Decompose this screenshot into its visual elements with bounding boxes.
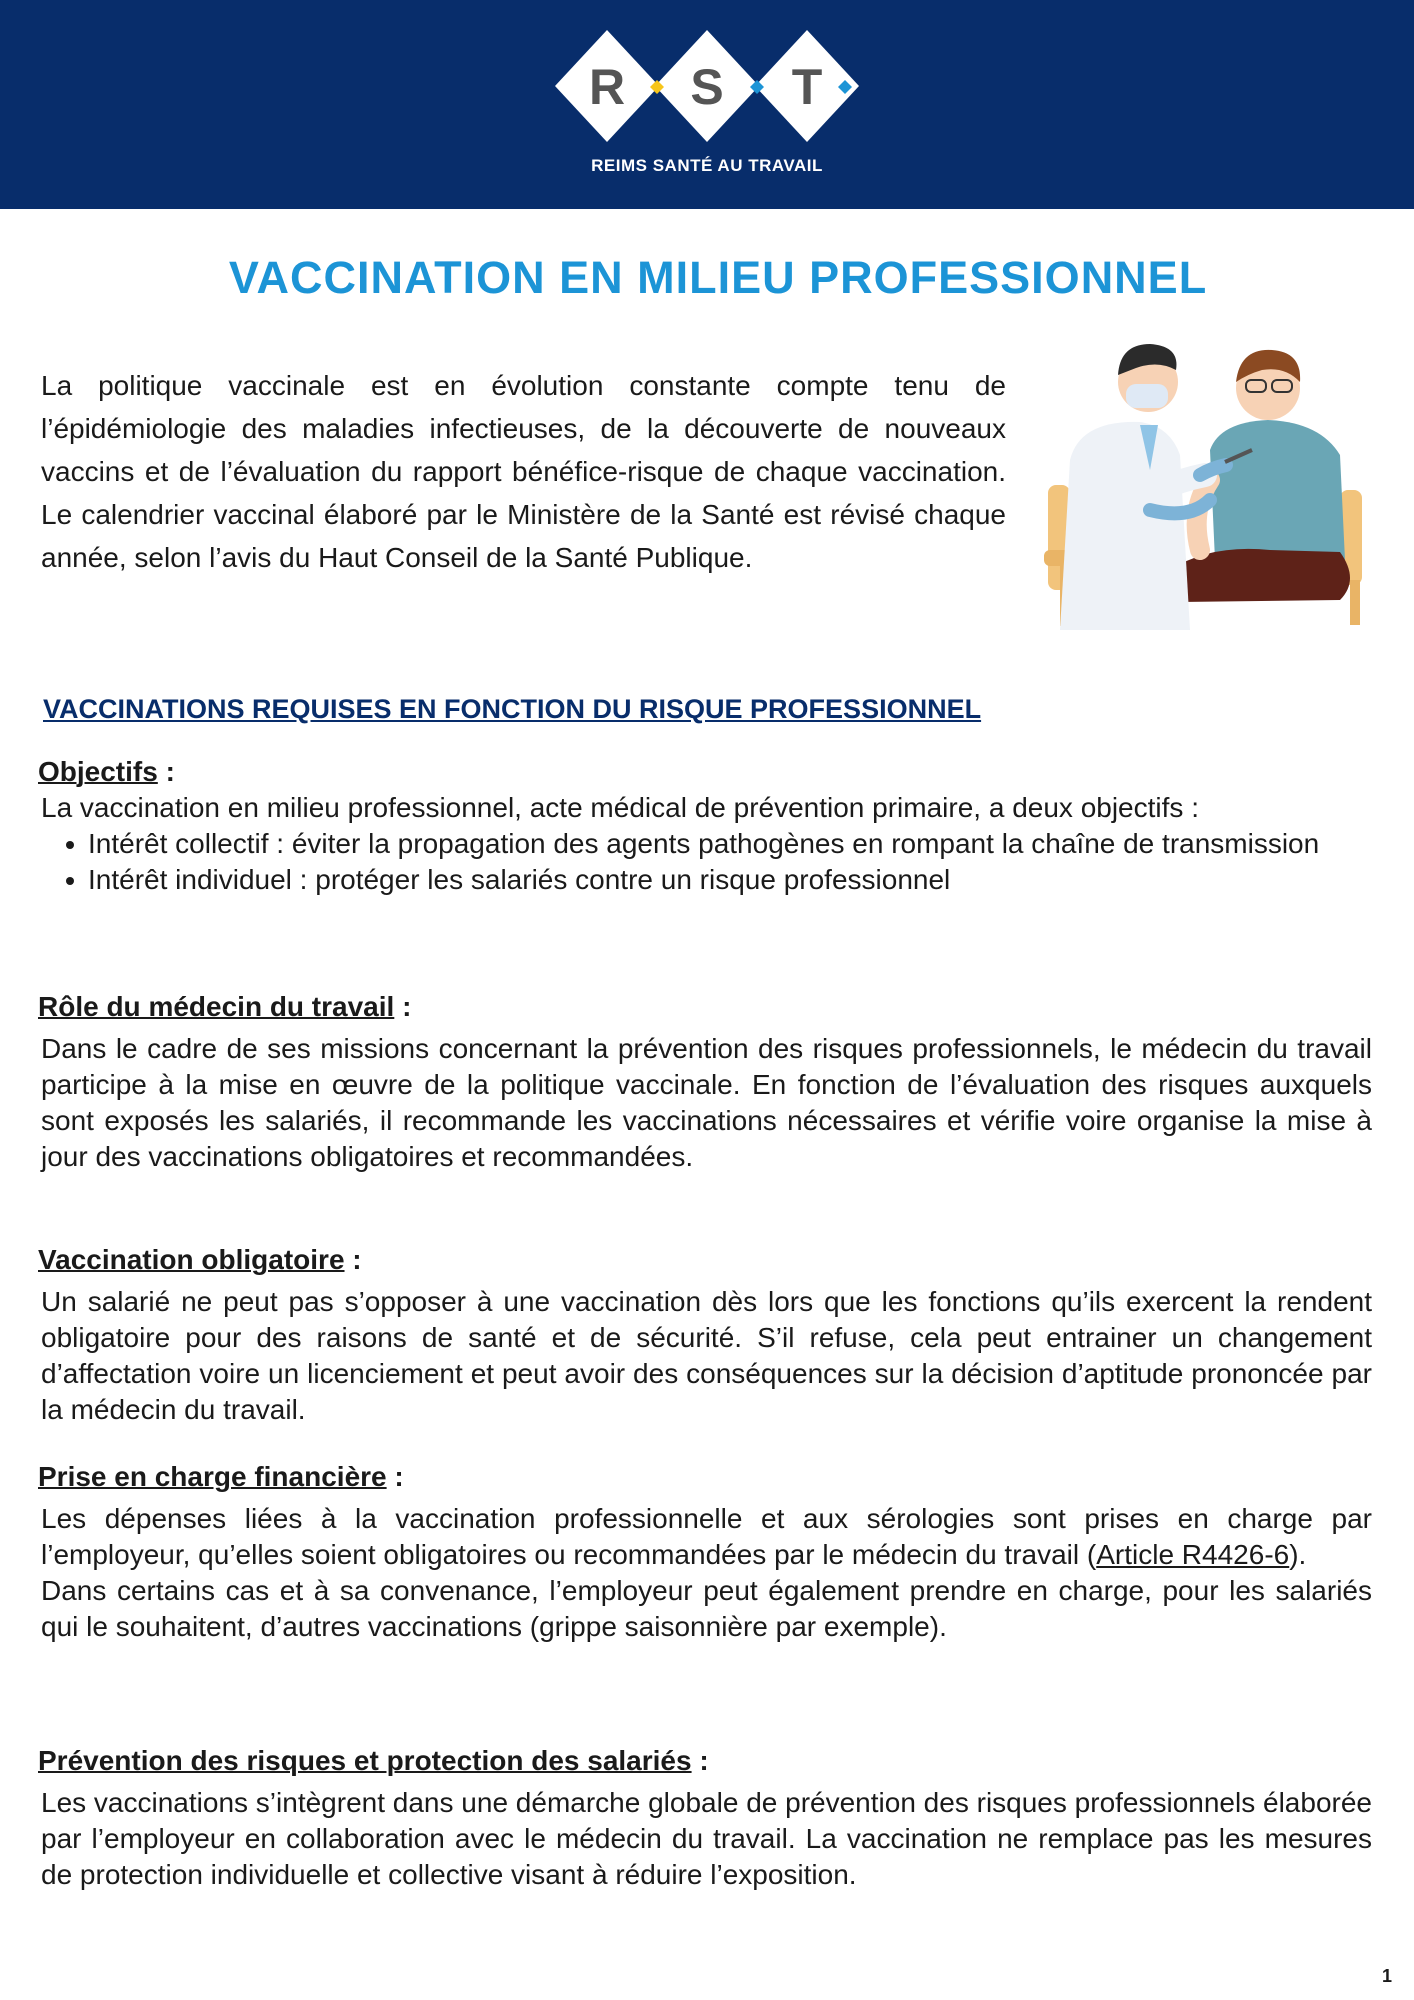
objectifs-title: Objectifs : [38,756,175,787]
logo-letter-t: T [791,59,823,115]
objectifs-text: La vaccination en milieu professionnel, acte médical de prévention primaire, a deux objectifs : [41,792,1199,823]
vaccination-illustration [1040,330,1380,630]
role-title: Rôle du médecin du travail : [38,991,412,1022]
financiere-title: Prise en charge financière : [38,1461,404,1492]
logo-letter-s: S [690,59,724,115]
obligatoire-title: Vaccination obligatoire : [38,1244,362,1275]
page-title: VACCINATION EN MILIEU PROFESSIONNEL [228,252,1208,303]
prevention-title: Prévention des risques et protection des salariés : [38,1745,709,1776]
page-number: 1 [1381,1966,1392,1986]
article-link[interactable]: Article R4426-6 [1096,1539,1290,1570]
financiere-text: Les dépenses liées à la vaccination professionnelle et aux sérologies sont prises en charge par l’employeur, qu’elles soient obligatoires ou recommandées par le médecin du travail (Article R4426-6). [41,1503,1372,1570]
obligatoire-section [38,1242,1372,1428]
objectifs-list [38,826,1372,898]
objectifs-section [38,754,1372,898]
role-section [38,989,1372,1175]
list-item: Intérêt collectif : éviter la propagation des agents pathogènes en rompant la chaîne de transmission [88,826,1372,862]
intro-paragraph: La politique vaccinale est en évolution constante compte tenu de l’épidémiologie des maladies infectieuses, de la découverte de nouveaux vaccins et de l’évaluation du rapport bénéfice-risque de chaque vaccination. Le calendrier vaccinal élaboré par le Ministère de la Santé est révisé chaque année, selon l’avis du Haut Conseil de la Santé Publique. [41,370,1006,573]
header-banner [0,0,1414,209]
financiere-section [38,1459,1372,1645]
financiere-text-2: Dans certains cas et à sa convenance, l’employeur peut également prendre en charge, pour les salariés qui le souhaitent, d’autres vaccinations (grippe saisonnière par exemple). [41,1575,1372,1642]
section-heading: VACCINATIONS REQUISES EN FONCTION DU RISQUE PROFESSIONNEL [43,694,982,724]
prevention-text: Les vaccinations s’intègrent dans une démarche globale de prévention des risques professionnels élaborée par l’employeur en collaboration avec le médecin du travail. La vaccination ne remplace pas les mesures de protection individuelle et collective visant à réduire l’exposition. [41,1787,1372,1890]
list-item: Intérêt individuel : protéger les salariés contre un risque professionnel [88,862,1372,898]
obligatoire-text: Un salarié ne peut pas s’opposer à une vaccination dès lors que les fonctions qu’ils exercent la rendent obligatoire pour des raisons de santé et de sécurité. S’il refuse, cela peut entrainer un changement d’affectation voire un licenciement et peut avoir des conséquences sur la décision d’aptitude prononcée par la médecin du travail. [41,1286,1372,1425]
role-text: Dans le cadre de ses missions concernant la prévention des risques professionnels, le médecin du travail participe à la mise en œuvre de la politique vaccinale. En fonction de l’évaluation des risques auxquels sont exposés les salariés, il recommande les vaccinations nécessaires et vérifie voire organise la mise à jour des vaccinations obligatoires et recommandées. [41,1033,1372,1172]
prevention-section [38,1743,1372,1893]
rst-logo [551,26,863,152]
org-name: REIMS SANTÉ AU TRAVAIL [591,156,823,175]
logo-letter-r: R [588,59,626,115]
